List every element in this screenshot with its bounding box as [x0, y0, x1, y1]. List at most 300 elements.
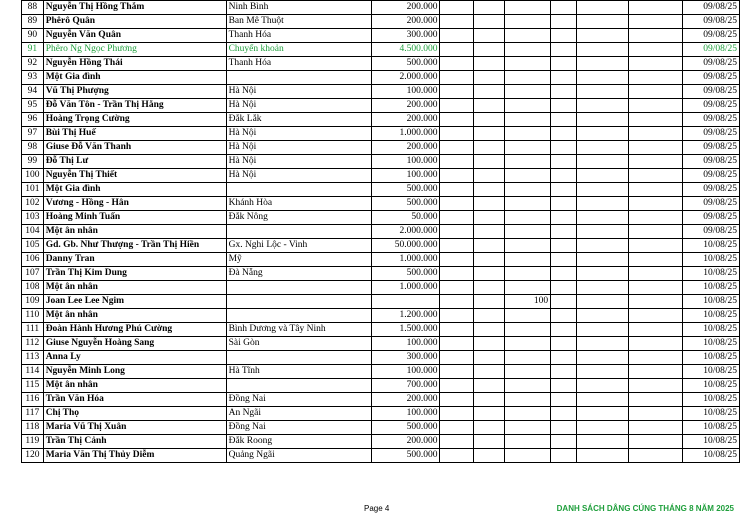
foreign-amount: [504, 43, 551, 57]
row-number: 89: [22, 15, 44, 29]
row-number: 119: [22, 435, 44, 449]
row-number: 91: [22, 43, 44, 57]
donor-name: Nguyễn Minh Long: [43, 365, 226, 379]
empty-cell: [576, 113, 628, 127]
table-row: [22, 113, 740, 127]
donation-amount: 1.500.000: [372, 323, 440, 337]
row-number: 92: [22, 57, 44, 71]
empty-cell: [551, 267, 576, 281]
foreign-amount: [504, 267, 551, 281]
foreign-amount: [504, 155, 551, 169]
donor-name: Nguyễn Thị Hồng Thắm: [43, 1, 226, 15]
empty-cell: [440, 449, 473, 463]
empty-cell: [551, 57, 576, 71]
empty-cell: [551, 421, 576, 435]
donor-name: Bùi Thị Huế: [43, 127, 226, 141]
donation-date: 09/08/25: [683, 43, 740, 57]
empty-cell: [440, 15, 473, 29]
donation-amount: 100.000: [372, 169, 440, 183]
empty-cell: [576, 155, 628, 169]
empty-cell: [473, 57, 504, 71]
donation-amount: 200.000: [372, 1, 440, 15]
row-number: 98: [22, 141, 44, 155]
empty-cell: [473, 323, 504, 337]
empty-cell: [473, 365, 504, 379]
table-row: [22, 183, 740, 197]
donor-place: Hà Nội: [226, 141, 371, 155]
empty-cell: [473, 15, 504, 29]
donation-amount: 200.000: [372, 141, 440, 155]
empty-cell: [576, 281, 628, 295]
donor-place: Ban Mê Thuột: [226, 15, 371, 29]
empty-cell: [473, 351, 504, 365]
foreign-amount: [504, 239, 551, 253]
empty-cell: [576, 211, 628, 225]
donation-amount: 200.000: [372, 393, 440, 407]
empty-cell: [551, 407, 576, 421]
table-row: [22, 323, 740, 337]
empty-cell: [440, 253, 473, 267]
table-row: [22, 449, 740, 463]
foreign-amount: [504, 337, 551, 351]
empty-cell: [576, 29, 628, 43]
donation-date: 10/08/25: [683, 421, 740, 435]
donor-place: [226, 71, 371, 85]
donor-place: [226, 295, 371, 309]
donor-place: [226, 281, 371, 295]
empty-cell: [628, 15, 683, 29]
donation-amount: 4.500.000: [372, 43, 440, 57]
donor-place: Thanh Hóa: [226, 29, 371, 43]
donor-place: [226, 309, 371, 323]
donation-date: 10/08/25: [683, 379, 740, 393]
table-row: [22, 85, 740, 99]
donation-date: 09/08/25: [683, 71, 740, 85]
empty-cell: [628, 421, 683, 435]
row-number: 109: [22, 295, 44, 309]
empty-cell: [576, 183, 628, 197]
donor-name: Một Gia đình: [43, 71, 226, 85]
foreign-amount: [504, 309, 551, 323]
donor-place: Sài Gòn: [226, 337, 371, 351]
row-number: 102: [22, 197, 44, 211]
empty-cell: [440, 393, 473, 407]
empty-cell: [440, 337, 473, 351]
donation-date: 10/08/25: [683, 449, 740, 463]
empty-cell: [576, 57, 628, 71]
donation-date: 09/08/25: [683, 197, 740, 211]
donation-date: 10/08/25: [683, 407, 740, 421]
donor-place: Gx. Nghi Lộc - Vinh: [226, 239, 371, 253]
empty-cell: [473, 337, 504, 351]
donation-amount: [372, 295, 440, 309]
empty-cell: [440, 99, 473, 113]
empty-cell: [473, 113, 504, 127]
donation-date: 10/08/25: [683, 337, 740, 351]
empty-cell: [576, 435, 628, 449]
empty-cell: [440, 239, 473, 253]
empty-cell: [576, 225, 628, 239]
empty-cell: [440, 295, 473, 309]
donor-name: Anna Ly: [43, 351, 226, 365]
empty-cell: [440, 155, 473, 169]
empty-cell: [576, 323, 628, 337]
donor-name: Một ân nhân: [43, 309, 226, 323]
row-number: 97: [22, 127, 44, 141]
row-number: 103: [22, 211, 44, 225]
row-number: 96: [22, 113, 44, 127]
row-number: 116: [22, 393, 44, 407]
donor-place: Mỹ: [226, 253, 371, 267]
row-number: 118: [22, 421, 44, 435]
empty-cell: [551, 309, 576, 323]
empty-cell: [440, 113, 473, 127]
empty-cell: [551, 169, 576, 183]
donation-date: 09/08/25: [683, 155, 740, 169]
empty-cell: [628, 1, 683, 15]
empty-cell: [576, 141, 628, 155]
donor-name: Joan Lee Lee Ngim: [43, 295, 226, 309]
empty-cell: [440, 267, 473, 281]
table-row: [22, 267, 740, 281]
table-row: [22, 365, 740, 379]
table-row: [22, 295, 740, 309]
row-number: 94: [22, 85, 44, 99]
empty-cell: [473, 197, 504, 211]
donation-amount: 1.000.000: [372, 253, 440, 267]
table-row: [22, 127, 740, 141]
donor-name: Phêro Ng Ngọc Phương: [43, 43, 226, 57]
table-row: [22, 15, 740, 29]
empty-cell: [628, 267, 683, 281]
foreign-amount: [504, 113, 551, 127]
donor-name: Danny Tran: [43, 253, 226, 267]
empty-cell: [628, 183, 683, 197]
empty-cell: [551, 1, 576, 15]
donor-place: Đồng Nai: [226, 421, 371, 435]
donation-amount: 100.000: [372, 85, 440, 99]
empty-cell: [440, 43, 473, 57]
empty-cell: [473, 393, 504, 407]
donor-place: Đồng Nai: [226, 393, 371, 407]
empty-cell: [628, 239, 683, 253]
empty-cell: [440, 127, 473, 141]
table-row: [22, 211, 740, 225]
empty-cell: [473, 155, 504, 169]
empty-cell: [473, 239, 504, 253]
row-number: 99: [22, 155, 44, 169]
table-row: [22, 1, 740, 15]
empty-cell: [473, 169, 504, 183]
donation-amount: 50.000.000: [372, 239, 440, 253]
donor-place: Thanh Hóa: [226, 57, 371, 71]
donation-amount: 700.000: [372, 379, 440, 393]
empty-cell: [473, 141, 504, 155]
empty-cell: [440, 365, 473, 379]
donor-place: Ninh Bình: [226, 1, 371, 15]
empty-cell: [628, 127, 683, 141]
empty-cell: [473, 99, 504, 113]
empty-cell: [473, 211, 504, 225]
foreign-amount: [504, 407, 551, 421]
donation-date: 09/08/25: [683, 211, 740, 225]
foreign-amount: [504, 211, 551, 225]
donation-amount: 300.000: [372, 351, 440, 365]
donor-name: Đoàn Hành Hương Phú Cường: [43, 323, 226, 337]
donor-name: Trần Văn Hóa: [43, 393, 226, 407]
donation-date: 09/08/25: [683, 29, 740, 43]
table-row: [22, 253, 740, 267]
empty-cell: [551, 295, 576, 309]
foreign-amount: [504, 141, 551, 155]
donation-date: 09/08/25: [683, 15, 740, 29]
donor-name: Phêrô Quân: [43, 15, 226, 29]
donor-place: [226, 183, 371, 197]
donation-date: 10/08/25: [683, 393, 740, 407]
donor-place: Hà Nội: [226, 99, 371, 113]
table-row: [22, 281, 740, 295]
table-row: [22, 393, 740, 407]
donation-amount: 200.000: [372, 99, 440, 113]
empty-cell: [576, 379, 628, 393]
donation-amount: 50.000: [372, 211, 440, 225]
row-number: 88: [22, 1, 44, 15]
empty-cell: [473, 295, 504, 309]
donor-name: Trần Thị Cảnh: [43, 435, 226, 449]
donor-name: Hoàng Minh Tuấn: [43, 211, 226, 225]
donation-date: 09/08/25: [683, 169, 740, 183]
empty-cell: [440, 309, 473, 323]
empty-cell: [473, 225, 504, 239]
donation-amount: 1.200.000: [372, 309, 440, 323]
empty-cell: [576, 393, 628, 407]
row-number: 105: [22, 239, 44, 253]
empty-cell: [628, 351, 683, 365]
donor-place: [226, 351, 371, 365]
empty-cell: [551, 379, 576, 393]
empty-cell: [551, 323, 576, 337]
empty-cell: [551, 71, 576, 85]
empty-cell: [628, 71, 683, 85]
empty-cell: [628, 197, 683, 211]
donor-place: Hà Tĩnh: [226, 365, 371, 379]
table-row: [22, 141, 740, 155]
table-row: [22, 435, 740, 449]
empty-cell: [576, 407, 628, 421]
donor-name: Nguyễn Văn Quân: [43, 29, 226, 43]
row-number: 100: [22, 169, 44, 183]
empty-cell: [440, 29, 473, 43]
foreign-amount: [504, 365, 551, 379]
donor-name: Một ân nhân: [43, 379, 226, 393]
empty-cell: [440, 379, 473, 393]
table-row: [22, 379, 740, 393]
donation-date: 09/08/25: [683, 183, 740, 197]
donor-name: Giuse Nguyễn Hoàng Sang: [43, 337, 226, 351]
empty-cell: [440, 351, 473, 365]
row-number: 112: [22, 337, 44, 351]
donation-amount: 1.000.000: [372, 127, 440, 141]
donation-amount: 500.000: [372, 449, 440, 463]
table-row: [22, 407, 740, 421]
empty-cell: [551, 435, 576, 449]
empty-cell: [576, 267, 628, 281]
foreign-amount: [504, 225, 551, 239]
empty-cell: [551, 239, 576, 253]
empty-cell: [576, 197, 628, 211]
foreign-amount: [504, 421, 551, 435]
donation-amount: 500.000: [372, 57, 440, 71]
foreign-amount: [504, 15, 551, 29]
donation-date: 09/08/25: [683, 225, 740, 239]
empty-cell: [473, 421, 504, 435]
donation-amount: 500.000: [372, 197, 440, 211]
empty-cell: [576, 337, 628, 351]
donor-name: Hoàng Trọng Cường: [43, 113, 226, 127]
donor-name: Vương - Hồng - Hân: [43, 197, 226, 211]
empty-cell: [628, 85, 683, 99]
donation-amount: 100.000: [372, 337, 440, 351]
foreign-amount: 100: [504, 295, 551, 309]
row-number: 90: [22, 29, 44, 43]
empty-cell: [628, 407, 683, 421]
empty-cell: [628, 449, 683, 463]
donation-date: 10/08/25: [683, 281, 740, 295]
table-row: [22, 225, 740, 239]
table-row: [22, 197, 740, 211]
donor-place: Chuyển khoản: [226, 43, 371, 57]
empty-cell: [440, 281, 473, 295]
donor-name: Đỗ Văn Tôn - Trần Thị Hằng: [43, 99, 226, 113]
table-row: [22, 43, 740, 57]
table-row: [22, 239, 740, 253]
donor-place: Hà Nội: [226, 169, 371, 183]
empty-cell: [440, 1, 473, 15]
donation-amount: 500.000: [372, 183, 440, 197]
row-number: 110: [22, 309, 44, 323]
foreign-amount: [504, 57, 551, 71]
empty-cell: [628, 281, 683, 295]
empty-cell: [628, 295, 683, 309]
empty-cell: [473, 85, 504, 99]
donation-amount: 500.000: [372, 267, 440, 281]
empty-cell: [551, 183, 576, 197]
empty-cell: [628, 309, 683, 323]
empty-cell: [576, 239, 628, 253]
row-number: 111: [22, 323, 44, 337]
foreign-amount: [504, 169, 551, 183]
empty-cell: [628, 337, 683, 351]
donation-date: 09/08/25: [683, 57, 740, 71]
row-number: 107: [22, 267, 44, 281]
empty-cell: [551, 365, 576, 379]
empty-cell: [440, 225, 473, 239]
empty-cell: [551, 15, 576, 29]
empty-cell: [628, 43, 683, 57]
donor-name: Một Gia đình: [43, 183, 226, 197]
row-number: 93: [22, 71, 44, 85]
donation-amount: 2.000.000: [372, 71, 440, 85]
donation-date: 10/08/25: [683, 323, 740, 337]
donor-place: Đắk Roong: [226, 435, 371, 449]
donation-date: 09/08/25: [683, 99, 740, 113]
donation-date: 10/08/25: [683, 309, 740, 323]
empty-cell: [628, 57, 683, 71]
donor-name: Một ân nhân: [43, 225, 226, 239]
foreign-amount: [504, 253, 551, 267]
empty-cell: [628, 211, 683, 225]
donor-place: [226, 379, 371, 393]
donor-place: Khánh Hòa: [226, 197, 371, 211]
empty-cell: [473, 407, 504, 421]
donation-amount: 2.000.000: [372, 225, 440, 239]
donor-place: Quảng Ngãi: [226, 449, 371, 463]
donor-name: Gd. Gb. Như Thượng - Trần Thị Hiền: [43, 239, 226, 253]
donation-amount: 100.000: [372, 155, 440, 169]
empty-cell: [628, 365, 683, 379]
empty-cell: [628, 435, 683, 449]
table-row: [22, 29, 740, 43]
document-title: DANH SÁCH DÂNG CÚNG THÁNG 8 NĂM 2025: [556, 504, 734, 513]
empty-cell: [576, 71, 628, 85]
foreign-amount: [504, 449, 551, 463]
empty-cell: [473, 183, 504, 197]
donation-date: 10/08/25: [683, 253, 740, 267]
empty-cell: [473, 281, 504, 295]
empty-cell: [628, 99, 683, 113]
donor-place: Đắk Lắk: [226, 113, 371, 127]
row-number: 113: [22, 351, 44, 365]
empty-cell: [576, 253, 628, 267]
empty-cell: [576, 351, 628, 365]
donation-amount: 300.000: [372, 29, 440, 43]
donor-name: Chị Thọ: [43, 407, 226, 421]
donation-amount: 200.000: [372, 435, 440, 449]
donation-sheet: [21, 0, 740, 463]
donor-place: Hà Nội: [226, 85, 371, 99]
empty-cell: [473, 309, 504, 323]
empty-cell: [551, 337, 576, 351]
empty-cell: [628, 379, 683, 393]
row-number: 115: [22, 379, 44, 393]
empty-cell: [473, 379, 504, 393]
row-number: 106: [22, 253, 44, 267]
foreign-amount: [504, 281, 551, 295]
donation-amount: 100.000: [372, 407, 440, 421]
empty-cell: [473, 253, 504, 267]
empty-cell: [440, 323, 473, 337]
table-row: [22, 351, 740, 365]
empty-cell: [628, 29, 683, 43]
donation-date: 09/08/25: [683, 141, 740, 155]
donor-place: [226, 225, 371, 239]
empty-cell: [576, 85, 628, 99]
empty-cell: [473, 449, 504, 463]
empty-cell: [576, 421, 628, 435]
donor-name: Nguyễn Thị Thiết: [43, 169, 226, 183]
empty-cell: [551, 281, 576, 295]
empty-cell: [551, 85, 576, 99]
empty-cell: [473, 29, 504, 43]
donor-name: Maria Vũ Thị Xuân: [43, 421, 226, 435]
donor-place: Bình Dương và Tây Ninh: [226, 323, 371, 337]
row-number: 104: [22, 225, 44, 239]
donor-place: Đắk Nông: [226, 211, 371, 225]
empty-cell: [440, 169, 473, 183]
row-number: 114: [22, 365, 44, 379]
empty-cell: [576, 309, 628, 323]
empty-cell: [440, 197, 473, 211]
